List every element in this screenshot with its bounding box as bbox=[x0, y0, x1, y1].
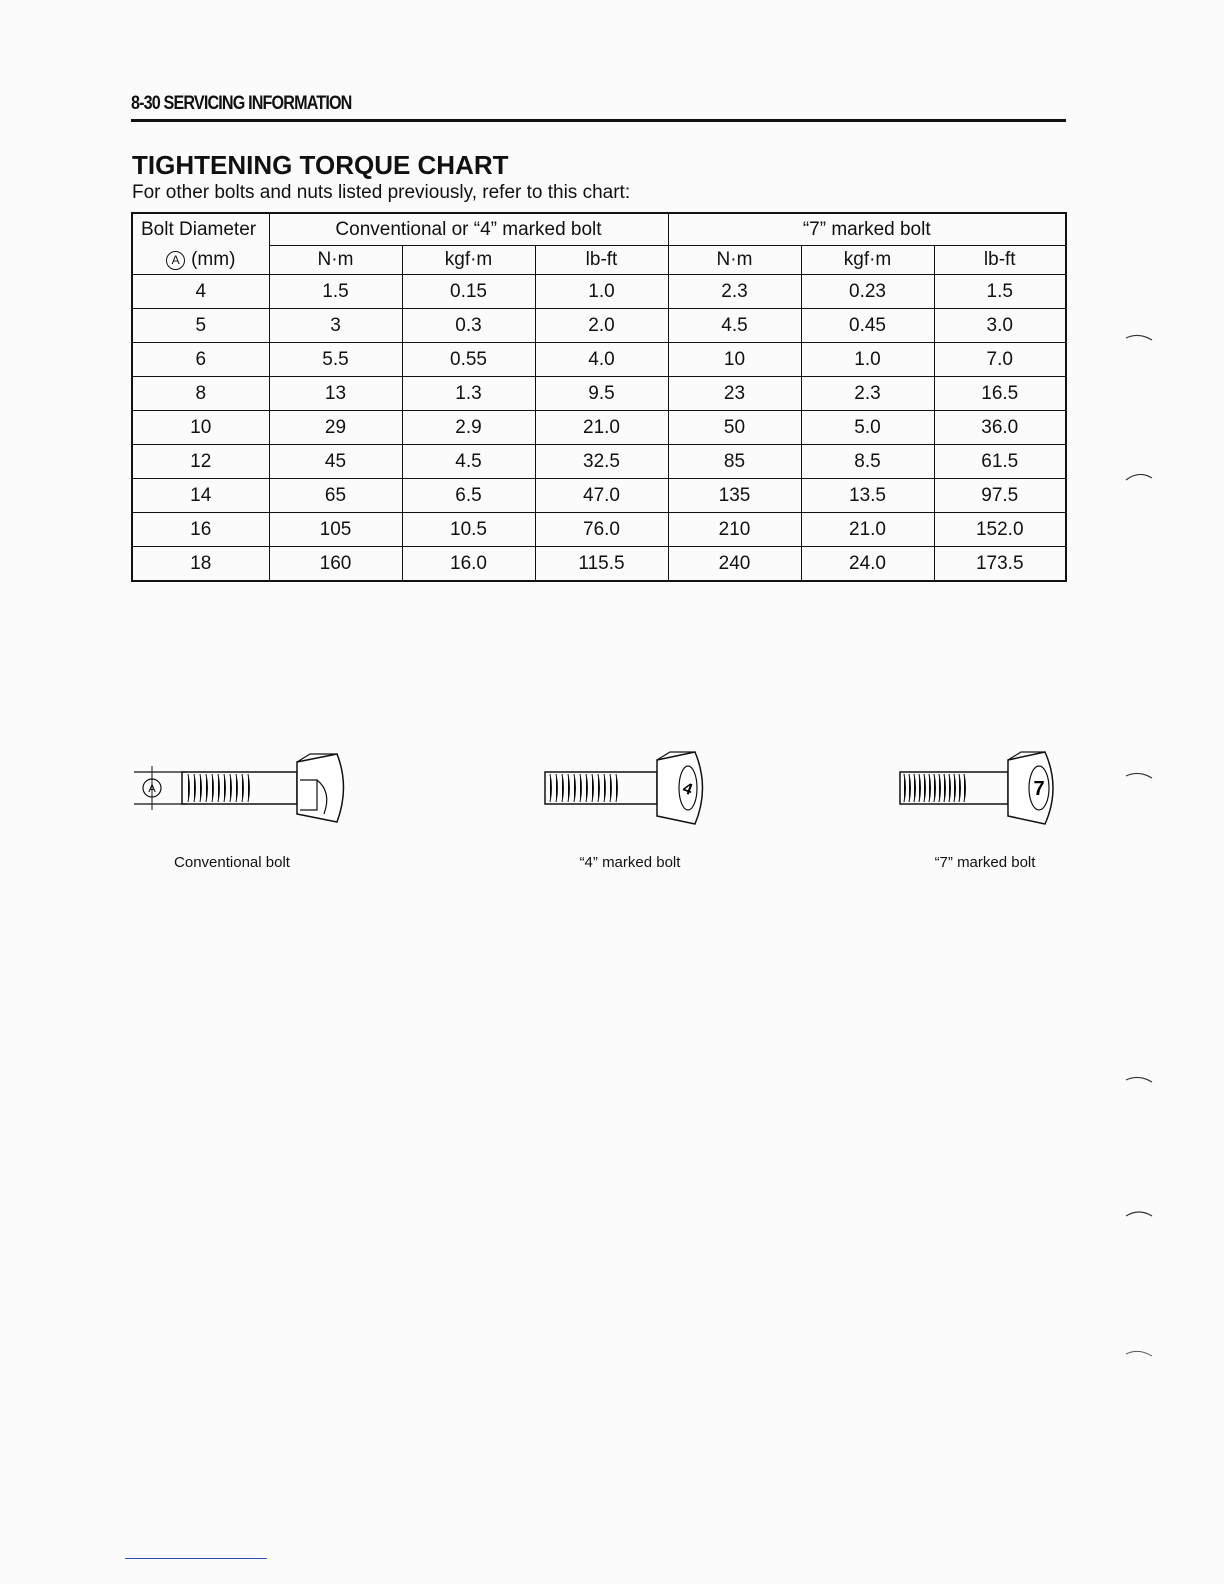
torque-value-cell: 0.23 bbox=[801, 275, 934, 309]
unit-header: kgf·m bbox=[801, 246, 934, 275]
table-units-row bbox=[132, 246, 1066, 275]
torque-value-cell: 3 bbox=[269, 309, 402, 343]
seven-marked-bolt-icon bbox=[895, 750, 1065, 832]
conventional-bolt-caption: Conventional bolt bbox=[174, 854, 290, 871]
torque-value-cell: 85 bbox=[668, 445, 801, 479]
unit-header: lb-ft bbox=[934, 246, 1066, 275]
margin-mark bbox=[1124, 1206, 1154, 1218]
bolt-diameter-cell: 8 bbox=[132, 377, 269, 411]
bolt-diameter-cell: 16 bbox=[132, 513, 269, 547]
torque-value-cell: 16.0 bbox=[402, 547, 535, 582]
torque-value-cell: 10 bbox=[668, 343, 801, 377]
bolt-diameter-cell: 5 bbox=[132, 309, 269, 343]
torque-value-cell: 23 bbox=[668, 377, 801, 411]
torque-value-cell: 47.0 bbox=[535, 479, 668, 513]
torque-value-cell: 3.0 bbox=[934, 309, 1066, 343]
table-row bbox=[132, 275, 1066, 309]
head-mark-4: 4 bbox=[680, 779, 695, 799]
torque-value-cell: 4.0 bbox=[535, 343, 668, 377]
margin-mark bbox=[1124, 1346, 1154, 1358]
torque-value-cell: 97.5 bbox=[934, 479, 1066, 513]
torque-value-cell: 2.3 bbox=[801, 377, 934, 411]
unit-header: N·m bbox=[668, 246, 801, 275]
torque-value-cell: 45 bbox=[269, 445, 402, 479]
seven-marked-bolt-caption: “7” marked bolt bbox=[934, 854, 1036, 871]
torque-table bbox=[131, 212, 1067, 582]
table-row bbox=[132, 377, 1066, 411]
torque-value-cell: 0.45 bbox=[801, 309, 934, 343]
torque-value-cell: 240 bbox=[668, 547, 801, 582]
unit-header: kgf·m bbox=[402, 246, 535, 275]
table-row bbox=[132, 479, 1066, 513]
torque-value-cell: 1.0 bbox=[801, 343, 934, 377]
torque-value-cell: 0.55 bbox=[402, 343, 535, 377]
torque-value-cell: 0.3 bbox=[402, 309, 535, 343]
torque-value-cell: 4.5 bbox=[402, 445, 535, 479]
bolt-diameter-cell: 10 bbox=[132, 411, 269, 445]
torque-value-cell: 1.3 bbox=[402, 377, 535, 411]
table-row bbox=[132, 445, 1066, 479]
dimension-a-symbol: A bbox=[166, 251, 185, 270]
torque-value-cell: 65 bbox=[269, 479, 402, 513]
page-title: TIGHTENING TORQUE CHART bbox=[132, 150, 509, 180]
torque-value-cell: 115.5 bbox=[535, 547, 668, 582]
torque-value-cell: 173.5 bbox=[934, 547, 1066, 582]
page-header bbox=[131, 93, 1066, 122]
torque-value-cell: 29 bbox=[269, 411, 402, 445]
margin-mark bbox=[1124, 470, 1154, 482]
col-header-diameter-unit bbox=[132, 246, 269, 275]
torque-value-cell: 160 bbox=[269, 547, 402, 582]
torque-value-cell: 6.5 bbox=[402, 479, 535, 513]
torque-value-cell: 210 bbox=[668, 513, 801, 547]
table-row bbox=[132, 411, 1066, 445]
table-row bbox=[132, 513, 1066, 547]
seven-marked-bolt-figure bbox=[895, 750, 1075, 871]
bolt-diameter-cell: 14 bbox=[132, 479, 269, 513]
col-group-conventional: Conventional or “4” marked bolt bbox=[269, 213, 668, 246]
unit-header: N·m bbox=[269, 246, 402, 275]
torque-value-cell: 32.5 bbox=[535, 445, 668, 479]
torque-value-cell: 2.3 bbox=[668, 275, 801, 309]
torque-value-cell: 1.5 bbox=[269, 275, 402, 309]
torque-value-cell: 10.5 bbox=[402, 513, 535, 547]
torque-value-cell: 9.5 bbox=[535, 377, 668, 411]
unit-header: lb-ft bbox=[535, 246, 668, 275]
footer-rule bbox=[125, 1558, 267, 1559]
head-mark-7: 7 bbox=[1033, 778, 1045, 800]
torque-value-cell: 7.0 bbox=[934, 343, 1066, 377]
torque-value-cell: 61.5 bbox=[934, 445, 1066, 479]
intro-text: For other bolts and nuts listed previously, refer to this chart: bbox=[132, 182, 631, 203]
torque-value-cell: 8.5 bbox=[801, 445, 934, 479]
conventional-bolt-icon bbox=[132, 752, 352, 832]
section-heading: 8-30 SERVICING INFORMATION bbox=[131, 93, 352, 114]
torque-value-cell: 0.15 bbox=[402, 275, 535, 309]
torque-value-cell: 4.5 bbox=[668, 309, 801, 343]
margin-mark bbox=[1124, 330, 1154, 342]
torque-value-cell: 2.0 bbox=[535, 309, 668, 343]
torque-value-cell: 50 bbox=[668, 411, 801, 445]
bolt-diameter-cell: 18 bbox=[132, 547, 269, 582]
four-marked-bolt-figure bbox=[540, 750, 720, 871]
diameter-unit-label: (mm) bbox=[191, 248, 236, 270]
four-marked-bolt-caption: “4” marked bolt bbox=[579, 854, 681, 871]
torque-value-cell: 76.0 bbox=[535, 513, 668, 547]
torque-value-cell: 1.0 bbox=[535, 275, 668, 309]
bolt-diameter-cell: 12 bbox=[132, 445, 269, 479]
torque-value-cell: 24.0 bbox=[801, 547, 934, 582]
torque-value-cell: 13.5 bbox=[801, 479, 934, 513]
torque-value-cell: 21.0 bbox=[801, 513, 934, 547]
torque-value-cell: 21.0 bbox=[535, 411, 668, 445]
torque-value-cell: 36.0 bbox=[934, 411, 1066, 445]
torque-value-cell: 105 bbox=[269, 513, 402, 547]
torque-value-cell: 5.0 bbox=[801, 411, 934, 445]
table-row bbox=[132, 547, 1066, 582]
dim-a-text: A bbox=[148, 783, 156, 795]
col-group-seven: “7” marked bolt bbox=[668, 213, 1066, 246]
torque-value-cell: 152.0 bbox=[934, 513, 1066, 547]
torque-table-body bbox=[132, 275, 1066, 582]
torque-value-cell: 16.5 bbox=[934, 377, 1066, 411]
col-header-diameter: Bolt Diameter bbox=[132, 213, 269, 246]
bolt-diameter-cell: 6 bbox=[132, 343, 269, 377]
four-marked-bolt-icon bbox=[540, 750, 710, 832]
bolt-diameter-cell: 4 bbox=[132, 275, 269, 309]
torque-value-cell: 5.5 bbox=[269, 343, 402, 377]
margin-mark bbox=[1124, 1072, 1154, 1084]
torque-value-cell: 2.9 bbox=[402, 411, 535, 445]
table-row bbox=[132, 309, 1066, 343]
torque-value-cell: 135 bbox=[668, 479, 801, 513]
torque-value-cell: 13 bbox=[269, 377, 402, 411]
conventional-bolt-figure bbox=[132, 752, 362, 871]
table-group-header-row bbox=[132, 213, 1066, 246]
torque-value-cell: 1.5 bbox=[934, 275, 1066, 309]
table-row bbox=[132, 343, 1066, 377]
margin-mark bbox=[1124, 768, 1154, 780]
